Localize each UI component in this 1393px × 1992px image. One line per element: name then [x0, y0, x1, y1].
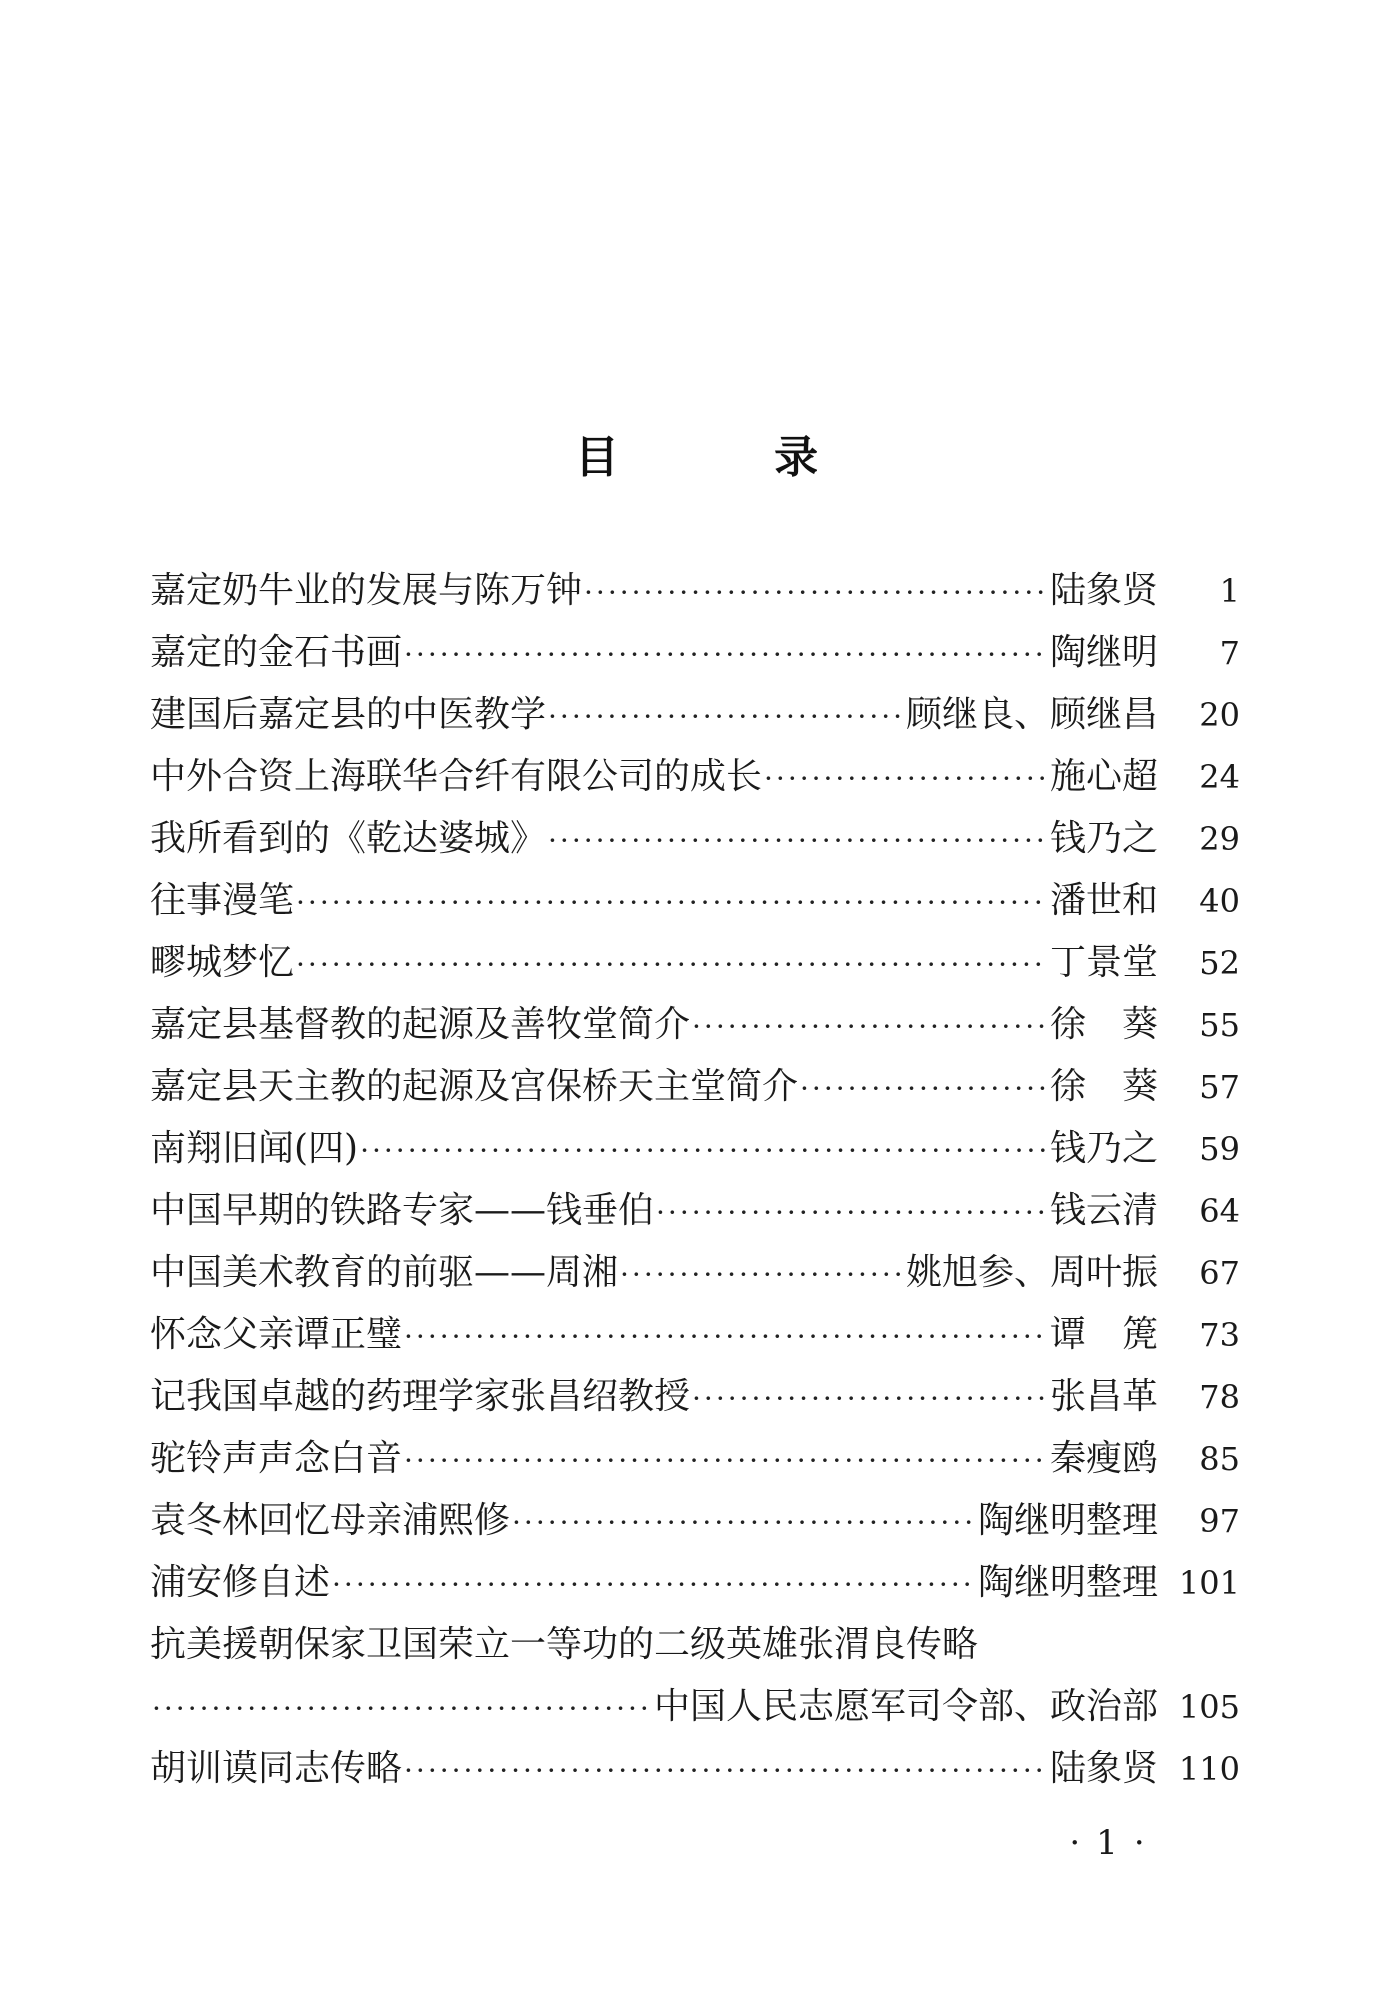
entry-title: 袁冬林回忆母亲浦熙修 — [150, 1500, 511, 1541]
entry-page: 67 — [1199, 1254, 1240, 1292]
dot-leader — [764, 748, 1048, 810]
toc-entry[interactable] — [150, 870, 1240, 932]
dot-leader — [404, 1430, 1048, 1492]
entry-title: 中国早期的铁路专家——钱垂伯 — [150, 1190, 655, 1231]
toc-entry[interactable] — [150, 808, 1240, 870]
entry-page: 78 — [1199, 1378, 1240, 1416]
entry-title: 中外合资上海联华合纤有限公司的成长 — [150, 756, 763, 797]
entry-author: 姚旭参、周叶振 — [905, 1252, 1158, 1293]
toc-entry[interactable] — [150, 684, 1240, 746]
entry-page: 20 — [1199, 696, 1240, 734]
entry-title: 浦安修自述 — [150, 1562, 331, 1603]
dot-leader — [296, 934, 1048, 996]
entry-page: 57 — [1199, 1068, 1240, 1106]
entry-author: 丁景堂 — [1049, 942, 1158, 983]
toc-entry[interactable] — [150, 1428, 1240, 1490]
dot-leader — [152, 1678, 652, 1740]
entry-title: 往事漫笔 — [150, 880, 295, 921]
toc-entry[interactable] — [150, 1118, 1240, 1180]
toc-entry-title-line[interactable] — [150, 1614, 1240, 1676]
entry-author: 陆象贤 — [1049, 570, 1158, 611]
entry-author: 钱乃之 — [1049, 818, 1158, 859]
entry-author: 陶继明整理 — [977, 1562, 1158, 1603]
entry-page: 1 — [1219, 572, 1240, 610]
entry-author: 徐 葵 — [1049, 1004, 1158, 1045]
entry-title: 疁城梦忆 — [150, 942, 295, 983]
entry-author: 顾继良、顾继昌 — [905, 694, 1158, 735]
entry-page: 7 — [1219, 634, 1240, 672]
table-of-contents — [150, 560, 1240, 1800]
page-number: ·1· — [1069, 1823, 1161, 1863]
entry-author: 潘世和 — [1049, 880, 1158, 921]
entry-author: 陆象贤 — [1049, 1748, 1158, 1789]
entry-author: 徐 葵 — [1049, 1066, 1158, 1107]
entry-title: 南翔旧闻(四) — [150, 1128, 359, 1169]
toc-entry[interactable] — [150, 746, 1240, 808]
dot-leader — [332, 1554, 976, 1616]
entry-page: 85 — [1199, 1440, 1240, 1478]
toc-entry[interactable] — [150, 1180, 1240, 1242]
entry-page: 110 — [1178, 1750, 1240, 1788]
entry-page: 101 — [1178, 1564, 1240, 1602]
dot-leader — [692, 1368, 1048, 1430]
dot-leader — [548, 810, 1048, 872]
entry-page: 40 — [1199, 882, 1240, 920]
toc-entry[interactable] — [150, 1056, 1240, 1118]
toc-entry[interactable] — [150, 994, 1240, 1056]
entry-title: 嘉定县基督教的起源及善牧堂简介 — [150, 1004, 691, 1045]
dot-leader — [656, 1182, 1048, 1244]
dot-leader — [360, 1120, 1048, 1182]
page-title: 目 录 — [574, 432, 889, 483]
entry-title: 中国美术教育的前驱——周湘 — [150, 1252, 619, 1293]
entry-page: 64 — [1199, 1192, 1240, 1230]
dot-leader — [404, 1740, 1048, 1802]
dot-leader — [296, 872, 1048, 934]
toc-entry[interactable] — [150, 932, 1240, 994]
entry-page: 97 — [1199, 1502, 1240, 1540]
entry-title: 胡训谟同志传略 — [150, 1748, 403, 1789]
entry-author: 中国人民志愿军司令部、政治部 — [653, 1686, 1158, 1727]
entry-title: 记我国卓越的药理学家张昌绍教授 — [150, 1376, 691, 1417]
entry-page: 73 — [1199, 1316, 1240, 1354]
toc-entry[interactable] — [150, 1366, 1240, 1428]
entry-title: 我所看到的《乾达婆城》 — [150, 818, 547, 859]
dot-leader — [620, 1244, 904, 1306]
entry-page: 59 — [1199, 1130, 1240, 1168]
entry-page: 52 — [1199, 944, 1240, 982]
toc-entry[interactable] — [150, 1242, 1240, 1304]
dot-leader — [548, 686, 904, 748]
toc-entry[interactable] — [150, 1738, 1240, 1800]
entry-title: 嘉定的金石书画 — [150, 632, 403, 673]
toc-entry[interactable] — [150, 622, 1240, 684]
toc-entry[interactable] — [150, 1490, 1240, 1552]
entry-title: 建国后嘉定县的中医教学 — [150, 694, 547, 735]
entry-page: 24 — [1199, 758, 1240, 796]
entry-title: 嘉定县天主教的起源及宫保桥天主堂简介 — [150, 1066, 799, 1107]
entry-author: 钱云清 — [1049, 1190, 1158, 1231]
toc-entry[interactable] — [150, 1304, 1240, 1366]
entry-author: 张昌革 — [1049, 1376, 1158, 1417]
dot-leader — [800, 1058, 1048, 1120]
dot-leader — [692, 996, 1048, 1058]
entry-title: 驼铃声声念白音 — [150, 1438, 403, 1479]
dot-leader — [404, 1306, 1048, 1368]
entry-page: 105 — [1178, 1688, 1240, 1726]
toc-entry[interactable] — [150, 560, 1240, 622]
dot-leader — [404, 624, 1048, 686]
entry-author: 钱乃之 — [1049, 1128, 1158, 1169]
toc-entry-continuation[interactable] — [150, 1676, 1240, 1738]
entry-title: 抗美援朝保家卫国荣立一等功的二级英雄张渭良传略 — [150, 1624, 979, 1665]
dot-leader — [584, 562, 1048, 624]
entry-page: 55 — [1199, 1006, 1240, 1044]
dot-leader — [512, 1492, 976, 1554]
toc-entry[interactable] — [150, 1552, 1240, 1614]
entry-page: 29 — [1199, 820, 1240, 858]
entry-author: 陶继明 — [1049, 632, 1158, 673]
entry-title: 怀念父亲谭正璧 — [150, 1314, 403, 1355]
entry-author: 秦瘦鸥 — [1049, 1438, 1158, 1479]
entry-author: 谭 箎 — [1049, 1314, 1158, 1355]
entry-author: 陶继明整理 — [977, 1500, 1158, 1541]
entry-author: 施心超 — [1049, 756, 1158, 797]
entry-title: 嘉定奶牛业的发展与陈万钟 — [150, 570, 583, 611]
